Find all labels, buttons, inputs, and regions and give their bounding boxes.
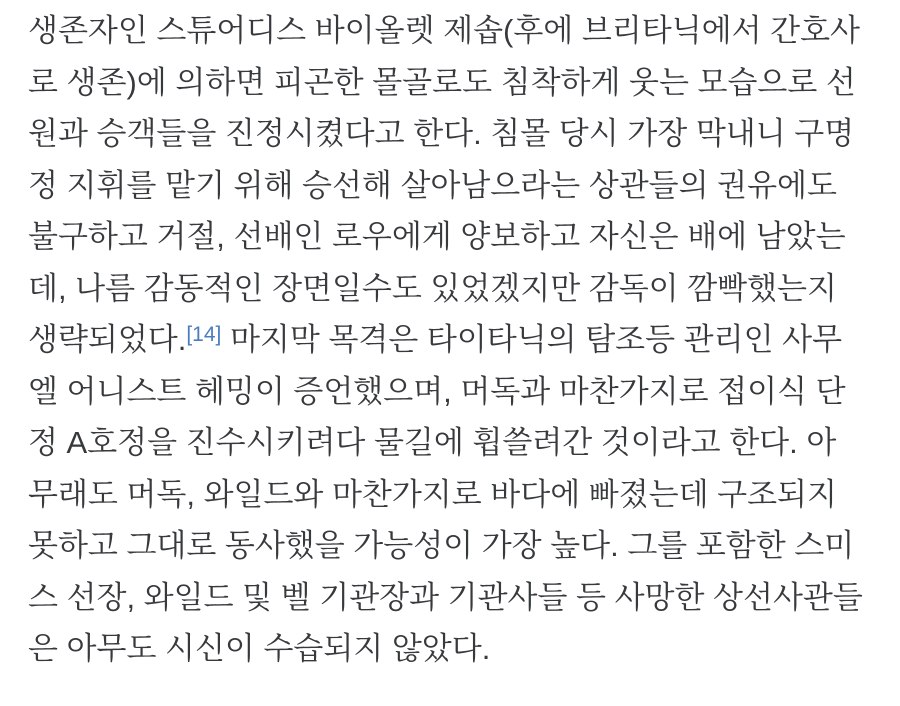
text-segment: 마지막 목격은 타이타닉의 탐조등 관리인 사무	[221, 322, 843, 357]
text-line: 불구하고 거절, 선배인 로우에게 양보하고 자신은 배에 남았는	[28, 219, 846, 254]
text-line: 로 생존)에 의하면 피곤한 몰골로도 침착하게 웃는 모습으로 선	[28, 64, 856, 100]
text-line: 정 A호정을 진수시키려다 물길에 휩쓸려간 것이라고 한다. 아	[28, 425, 837, 460]
text-segment: 생략되었다.	[28, 322, 187, 357]
text-line: 은 아무도 시신이 수습되지 않았다.	[28, 631, 491, 666]
text-line: 데, 나름 감동적인 장면일수도 있었겠지만 감독이 깜빡했는지	[28, 270, 837, 306]
text-line: 못하고 그대로 동사했을 가능성이 가장 높다. 그를 포함한 스미	[28, 528, 855, 563]
text-line: 생존자인 스튜어디스 바이올렛 제솝(후에 브리타닉에서 간호사	[28, 13, 860, 48]
text-line: 스 선장, 와일드 및 벨 기관장과 기관사들 등 사망한 상선사관들	[28, 579, 863, 615]
text-line: 엘 어니스트 헤밍이 증언했으며, 머독과 마찬가지로 접이식 단	[28, 373, 846, 409]
text-line: 정 지휘를 맡기 위해 승선해 살아남으라는 상관들의 권유에도	[28, 167, 837, 203]
text-line: 무래도 머독, 와일드와 마찬가지로 바다에 빠졌는데 구조되지	[28, 476, 837, 512]
footnote-ref-link[interactable]: [14]	[186, 323, 222, 346]
text-line: 원과 승객들을 진정시켰다고 한다. 침몰 당시 가장 막내니 구명	[28, 116, 855, 151]
text-line-with-footnote	[28, 314, 874, 366]
